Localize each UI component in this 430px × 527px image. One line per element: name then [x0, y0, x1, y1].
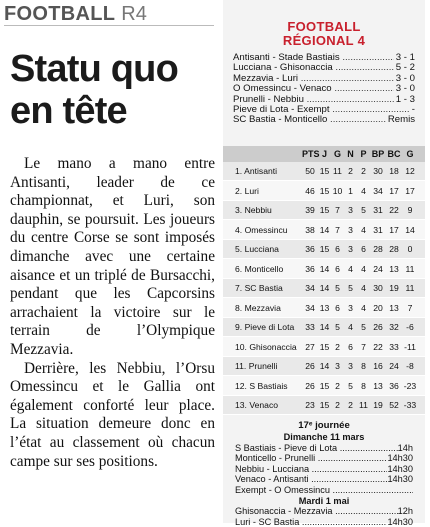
stat-p: 4 [361, 283, 366, 294]
article-paragraph: Derrière, les Nebbiu, l’Orsu Omessincu et le Gallia ont également conforté leur place. La situation demeure donc en l’état au classement où chacun campe sur ses positions. [10, 359, 215, 470]
stat-p: 8 [361, 361, 366, 372]
stat-p: 6 [361, 244, 366, 255]
box-title [223, 20, 425, 48]
stat-diff: 11 [405, 283, 415, 294]
stat-bc: 52 [389, 400, 399, 411]
fixture-time: 14h30 [387, 453, 413, 464]
rank: 4. [235, 224, 243, 235]
stat-p: 11 [359, 400, 368, 411]
stat-j: 15 [319, 244, 330, 255]
result-match: O Omessincu - Venaco ..... [233, 84, 394, 94]
stat-n: 3 [348, 224, 353, 235]
table-row [223, 240, 425, 260]
fixture-row [235, 443, 413, 454]
team-name: Nebbiu [244, 205, 272, 216]
rank: 1. [235, 166, 243, 177]
header-pts: PTS [302, 148, 320, 159]
stat-g: 6 [335, 302, 340, 313]
stat-bp: 20 [373, 302, 383, 313]
header-g: G [333, 148, 341, 159]
stat-g: 2 [335, 380, 340, 391]
stat-j: 15 [319, 205, 330, 216]
stat-bc: 17 [389, 224, 399, 235]
stat-bp: 31 [373, 205, 383, 216]
stat-bp: 24 [373, 263, 383, 274]
stat-bc: 22 [389, 205, 399, 216]
team-cell [223, 400, 302, 410]
result-match: Pieve di Lota - Exempt ..... [233, 105, 410, 115]
team-cell [223, 322, 302, 332]
result-match: Prunelli - Nebbiu ..... [233, 95, 394, 105]
stat-p: 4 [361, 185, 366, 196]
table-row [223, 259, 425, 279]
stat-diff: 17 [405, 185, 415, 196]
team-name: Mezzavia [244, 302, 281, 313]
stat-diff: 9 [407, 205, 413, 216]
stat-diff: 14 [405, 224, 415, 235]
table-row [223, 298, 425, 318]
stat-g: 6 [335, 244, 340, 255]
team-name: Monticello [244, 263, 284, 274]
stat-p: 7 [361, 341, 366, 352]
result-match: Mezzavia - Luri ..... [233, 74, 394, 84]
fixture-time: 14h30 [387, 516, 413, 527]
stat-g: 5 [335, 322, 340, 333]
fixtures [235, 421, 413, 527]
team-name: Antisanti [244, 166, 278, 177]
fixture-match: Ghisonaccia - Mezzavia ..... [235, 506, 398, 517]
fixture-row [235, 506, 413, 517]
article-body [10, 155, 215, 471]
result-match: Antisanti - Stade Bastiais ..... [233, 53, 394, 63]
stat-g: 2 [335, 341, 340, 352]
result-row [233, 53, 415, 63]
result-row [233, 115, 415, 125]
stat-diff: 7 [407, 302, 413, 313]
stat-n: 2 [348, 400, 353, 411]
stat-g: 5 [335, 283, 340, 294]
fixture-row [235, 474, 413, 485]
team-cell [223, 303, 302, 313]
article-paragraph: Le mano a mano entre Antisanti, leader de ce championnat, et Luri, son dauphin, se poursuit. Les joueurs du centre Corse se sont imposés dimanche avec une certaine aisance et un triplé de Bursacchi, pendant que les Capcorsins arrachaient la victoire sur le terrain de l’Olympique Mezzavia. [10, 155, 215, 358]
stat-bp: 30 [373, 166, 383, 177]
stat-pts: 27 [305, 341, 315, 352]
result-match: Lucciana - Ghisonaccia ..... [233, 63, 394, 73]
stat-bc: 13 [389, 302, 399, 313]
fixture-time: 14h30 [387, 474, 413, 485]
stat-bp: 34 [373, 185, 383, 196]
stat-bp: 30 [373, 283, 383, 294]
box-title-line-2: RÉGIONAL 4 [282, 33, 366, 48]
stat-g: 11 [333, 166, 342, 177]
fixture-row [235, 453, 413, 464]
rank: 9. [235, 322, 243, 333]
stat-j: 13 [319, 302, 330, 313]
team-name: Luri [244, 185, 259, 196]
result-match: SC Bastia - Monticello ..... [233, 115, 386, 125]
stat-n: 3 [348, 302, 353, 313]
result-score: - [411, 104, 415, 116]
stat-bp: 28 [373, 244, 383, 255]
team-cell [223, 225, 302, 235]
team-cell [223, 361, 302, 371]
stat-n: 3 [348, 361, 353, 372]
stat-p: 4 [361, 224, 366, 235]
stat-pts: 26 [305, 380, 315, 391]
rank: 6. [235, 263, 243, 274]
stat-bc: 24 [389, 361, 399, 372]
stat-diff: 11 [405, 263, 415, 274]
stat-pts: 34 [305, 302, 315, 313]
team-cell [223, 166, 302, 176]
stat-j: 15 [319, 380, 330, 391]
result-row [233, 63, 415, 73]
stat-diff: -23 [403, 380, 417, 391]
table-row [223, 337, 425, 357]
stat-p: 4 [361, 302, 366, 313]
rank: 7. [235, 283, 243, 294]
stat-j: 15 [319, 400, 330, 411]
stat-j: 15 [319, 341, 330, 352]
team-name: Pieve di Lota [244, 322, 295, 333]
rank: 3. [235, 205, 243, 216]
result-score: 3 - 1 [395, 52, 415, 63]
fixture-row [235, 485, 413, 496]
table-row [223, 279, 425, 299]
fixture-match: Luri - SC Bastia ..... [235, 517, 387, 527]
stat-n: 5 [348, 283, 353, 294]
team-name: S Bastiais [249, 380, 288, 391]
result-score: 1 - 3 [395, 93, 415, 105]
stat-pts: 33 [305, 322, 315, 333]
fixture-time: 14h [397, 442, 413, 453]
team-cell [223, 381, 302, 391]
stat-bp: 19 [373, 400, 383, 411]
header-n: N [347, 148, 354, 159]
rank: 12. [235, 380, 247, 391]
stat-j: 14 [319, 283, 330, 294]
stat-n: 5 [348, 380, 353, 391]
fixture-time: 14h30 [387, 463, 413, 474]
stat-g: 6 [335, 263, 340, 274]
stat-j: 14 [319, 361, 330, 372]
header-bp: BP [371, 148, 385, 159]
stat-pts: 36 [305, 263, 315, 274]
stat-g: 2 [335, 400, 340, 411]
headline-line-2: en tête [10, 90, 127, 132]
stat-bp: 16 [373, 361, 383, 372]
team-name: Ghisonaccia [249, 341, 297, 352]
result-score: 5 - 2 [395, 62, 415, 74]
rubric-sport: FOOTBALL [4, 3, 116, 25]
rank: 5. [235, 244, 243, 255]
stat-g: 7 [335, 224, 340, 235]
stat-bc: 19 [389, 283, 399, 294]
results-box [223, 0, 425, 527]
stat-pts: 23 [305, 400, 315, 411]
fixture-row [235, 464, 413, 475]
table-row [223, 396, 425, 416]
team-cell [223, 342, 302, 352]
box-title-line-1: FOOTBALL [287, 19, 361, 34]
stat-bp: 31 [373, 224, 383, 235]
team-name: Venaco [249, 400, 279, 411]
fixture-match: Venaco - Antisanti ..... [235, 474, 387, 485]
stat-bc: 18 [389, 166, 399, 177]
stat-diff: -11 [404, 341, 416, 352]
team-cell [223, 244, 302, 254]
stat-n: 4 [348, 263, 353, 274]
fixtures-title: 17ᵉ journée [298, 420, 350, 432]
stat-p: 5 [361, 205, 366, 216]
team-name: Lucciana [244, 244, 279, 255]
stat-diff: -8 [406, 361, 414, 372]
stat-j: 14 [319, 263, 330, 274]
stat-diff: -6 [406, 322, 414, 333]
fixtures-list-2 [235, 506, 413, 527]
header-bc: BC [387, 148, 401, 159]
fixture-match: Exempt - O Omessincu ..... [235, 485, 413, 496]
stat-pts: 26 [305, 361, 315, 372]
headline [10, 48, 215, 132]
stat-pts: 38 [305, 224, 315, 235]
team-cell [223, 205, 302, 215]
stat-g: 7 [335, 205, 340, 216]
stat-diff: 0 [407, 244, 413, 255]
table-row [223, 220, 425, 240]
result-row [233, 84, 415, 94]
header-p: P [360, 148, 367, 159]
result-row [233, 74, 415, 84]
stat-j: 15 [319, 185, 330, 196]
team-cell [223, 264, 302, 274]
stat-n: 6 [348, 341, 353, 352]
stat-pts: 46 [305, 185, 315, 196]
stat-bc: 32 [389, 322, 399, 333]
fixture-match: Nebbiu - Lucciana ..... [235, 464, 387, 475]
stat-j: 14 [319, 224, 330, 235]
stat-diff: 12 [405, 166, 415, 177]
results-list [233, 53, 415, 126]
result-score: Remis [387, 114, 415, 126]
stat-bp: 22 [373, 341, 383, 352]
table-row [223, 376, 425, 396]
team-name: SC Bastia [244, 283, 283, 294]
table-row [223, 357, 425, 377]
stat-n: 4 [348, 322, 353, 333]
stat-pts: 50 [305, 166, 315, 177]
team-name: Prunelli [248, 361, 278, 372]
fixture-match: S Bastiais - Pieve di Lota ..... [235, 443, 398, 454]
rank: 13. [235, 400, 247, 411]
fixtures-day-2: Mardi 1 mai [298, 495, 350, 506]
team-cell [223, 186, 302, 196]
team-cell [223, 283, 302, 293]
stat-n: 3 [348, 205, 353, 216]
rank: 11. [235, 361, 247, 372]
table-row [223, 162, 425, 182]
stat-bc: 28 [389, 244, 399, 255]
stat-p: 4 [361, 263, 366, 274]
fixture-match: Monticello - Prunelli ..... [235, 453, 387, 464]
stat-n: 1 [348, 185, 353, 196]
stat-pts: 36 [305, 244, 315, 255]
stat-j: 14 [319, 322, 330, 333]
stat-pts: 39 [305, 205, 315, 216]
stat-bc: 36 [389, 380, 399, 391]
stat-bp: 13 [373, 380, 383, 391]
rank: 10. [235, 341, 247, 352]
stat-p: 2 [361, 166, 366, 177]
stat-n: 3 [348, 244, 353, 255]
rank: 2. [235, 185, 243, 196]
rubric-division: R4 [121, 3, 147, 25]
stat-pts: 34 [305, 283, 315, 294]
stat-g: 10 [332, 185, 343, 196]
fixture-row [235, 517, 413, 527]
result-score: 3 - 0 [395, 72, 415, 84]
section-rubric [4, 3, 214, 26]
fixture-time: 12h [397, 506, 413, 517]
stat-bc: 33 [389, 341, 399, 352]
standings-body [223, 162, 425, 416]
table-row [223, 318, 425, 338]
team-name: Omessincu [244, 224, 288, 235]
stat-g: 3 [335, 361, 340, 372]
stat-bp: 26 [373, 322, 383, 333]
stat-bc: 17 [389, 185, 399, 196]
rank: 8. [235, 302, 243, 313]
header-j: J [321, 148, 327, 159]
fixtures-day-1: Dimanche 11 mars [283, 431, 365, 442]
stat-diff: -33 [403, 400, 417, 411]
headline-line-1: Statu quo [10, 48, 178, 90]
result-score: 3 - 0 [395, 83, 415, 95]
fixtures-list-1 [235, 443, 413, 496]
stat-bc: 13 [389, 263, 399, 274]
standings-header [223, 146, 425, 162]
standings-table [223, 146, 425, 416]
stat-j: 15 [319, 166, 330, 177]
stat-p: 8 [361, 380, 366, 391]
header-g: G [406, 148, 414, 159]
table-row [223, 181, 425, 201]
stat-p: 5 [361, 322, 366, 333]
result-row [233, 95, 415, 105]
table-row [223, 201, 425, 221]
stat-n: 2 [348, 166, 353, 177]
